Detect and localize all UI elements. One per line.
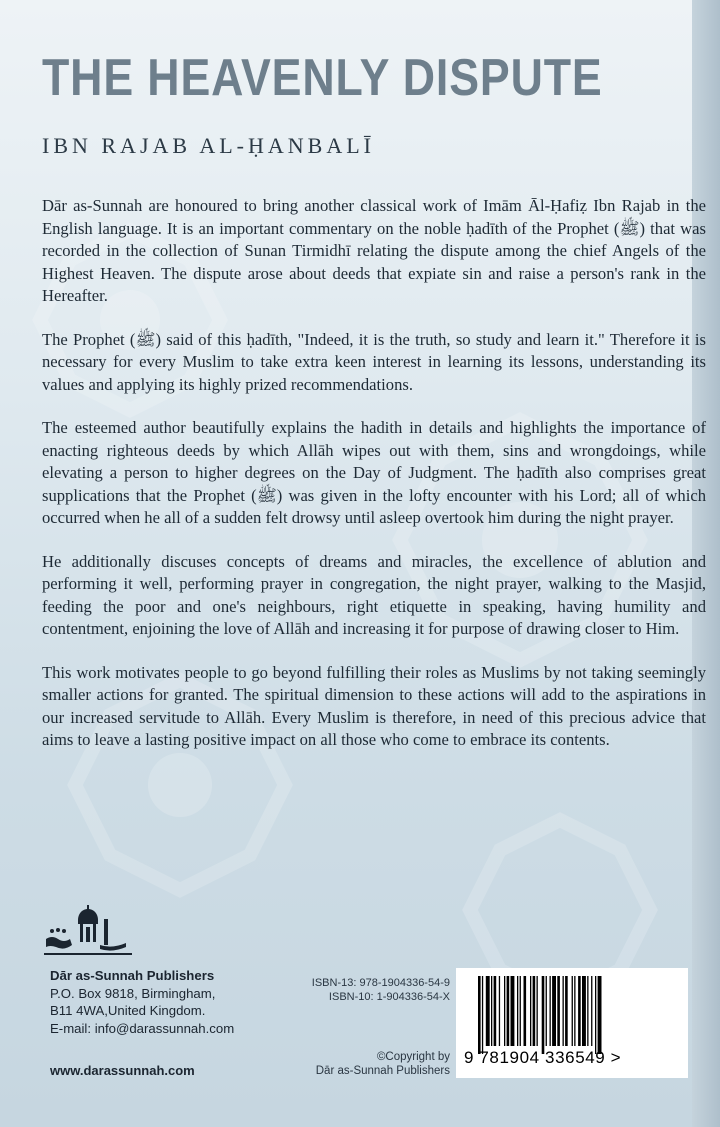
barcode-bar — [486, 976, 490, 1046]
copyright-notice — [290, 1050, 450, 1078]
blurb-paragraph-5: This work motivates people to go beyond fulfilling their roles as Muslims by not taking seemingly smaller actions for granted. The spiritual dimension to these actions will add to the aspirations in our increased servitude to Allāh. Every Muslim is therefore, in need of this precious advice that aims to leave a lasting positive impact on all those who come to embrace its contents. — [42, 662, 706, 749]
barcode-bar — [524, 976, 527, 1046]
barcode-bar — [504, 976, 505, 1046]
blurb-paragraph-4: He additionally discuses concepts of dreams and miracles, the excellence of ablution and performing it well, performing prayer in congregation, the night prayer, walking to the Masjid, feeding the poor and one's neighbours, right etiquette in speaking, having humility and contentment, enjoining the love of Allāh and increasing it for purpose of drawing closer to Him. — [42, 551, 706, 638]
barcode-bar — [542, 976, 545, 1054]
barcode-bar — [552, 976, 556, 1046]
blurb-paragraph-3: The esteemed author beautifully explains the hadith in details and highlights the importance of enacting righteous deeds by which Allāh wipes out with them, sins and wrongdoings, while elevating a person to higher degrees on the Day of Judgment. The ḥadīth also comprises great supplications that the Prophet (ﷺ) was given in the lofty encounter with his Lord; all of which occurred when he all of a sudden felt drowsy until asleep overtook him during the night prayer. — [42, 418, 706, 527]
barcode-bar — [550, 976, 551, 1046]
barcode-bar — [537, 976, 538, 1046]
barcode-bar — [482, 976, 483, 1054]
barcode-bar — [491, 976, 492, 1046]
barcode-bar — [565, 976, 568, 1046]
barcode-digits: 9 781904 336549 > — [464, 1048, 622, 1067]
blurb-text — [42, 195, 706, 773]
barcode-bar — [563, 976, 564, 1046]
barcode-bar — [557, 976, 560, 1046]
barcode-bar — [574, 976, 575, 1046]
barcode-bar — [507, 976, 510, 1046]
blurb-paragraph-1: Dār as-Sunnah are honoured to bring another classical work of Imām Āl-Ḥafiẓ Ibn Rajab in the English language. It is an important commentary on the noble ḥadīth of the Prophet (ﷺ) that was recorded in the collection of Sunan Tirmidhī relating the dispute among the chief Angels of the Highest Heaven. The dispute arose about deeds that expiate sin and raise a person's rank in the Hereafter. — [42, 196, 706, 305]
barcode-bar — [587, 976, 588, 1046]
barcode-bar — [572, 976, 573, 1046]
publisher-address-block — [50, 967, 234, 1037]
publisher-website: www.darassunnah.com — [50, 1063, 195, 1078]
publisher-email: E-mail: info@darassunnah.com — [50, 1020, 235, 1036]
barcode-bar — [520, 976, 521, 1046]
barcode-bar — [478, 976, 481, 1054]
barcode-bar — [591, 976, 592, 1046]
isbn-13: ISBN-13: 978-1904336-54-9 — [311, 977, 450, 989]
barcode-bar — [511, 976, 515, 1046]
copyright-line-1: ©Copyright by — [376, 1051, 450, 1063]
isbn-10: ISBN-10: 1-904336-54-X — [328, 991, 450, 1003]
publisher-logo-icon — [42, 905, 134, 963]
publisher-address-line-2: B11 4WA,United Kingdom. — [50, 1003, 206, 1018]
barcode-bar — [494, 976, 497, 1046]
barcode-bar — [546, 976, 547, 1046]
barcode-bar — [578, 976, 581, 1046]
barcode-bar — [499, 976, 500, 1046]
publisher-name: Dār as-Sunnah Publishers — [50, 968, 215, 983]
barcode-bar — [517, 976, 518, 1046]
isbn-block — [290, 976, 450, 1004]
book-title: THE HEAVENLY DISPUTE — [42, 49, 603, 107]
barcode — [456, 968, 688, 1078]
publisher-address-line-1: P.O. Box 9818, Birmingham, — [50, 985, 216, 1001]
barcode-bar — [595, 976, 596, 1054]
blurb-paragraph-2: The Prophet (ﷺ) said of this ḥadīth, "Indeed, it is the truth, so study and learn it." Therefore it is necessary for every Muslim to take extra keen interest in learning its lessons, understanding its values and applying its highly prized recommendations. — [42, 329, 706, 394]
barcode-bar — [533, 976, 536, 1046]
barcode-bar — [582, 976, 586, 1046]
barcode-bar — [598, 976, 602, 1054]
copyright-line-2: Dār as-Sunnah Publishers — [315, 1065, 450, 1077]
barcode-bar — [530, 976, 531, 1046]
book-author: IBN RAJAB AL-ḤANBALĪ — [42, 133, 375, 158]
